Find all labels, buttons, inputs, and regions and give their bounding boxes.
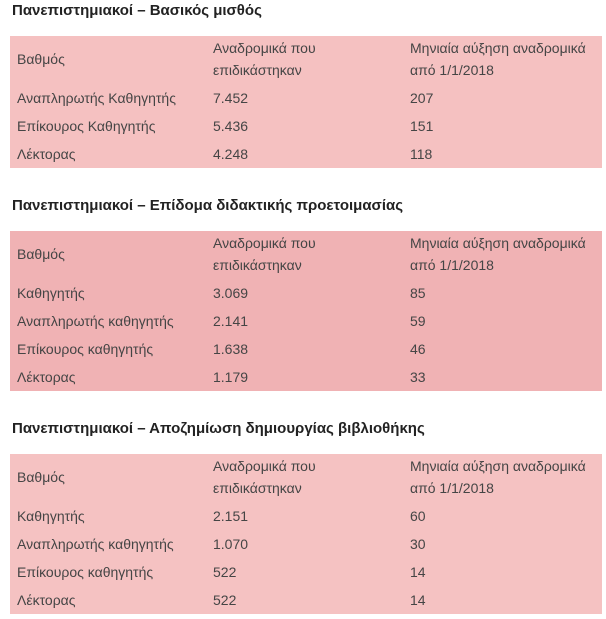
table-row [10,363,602,391]
salary-table [10,36,602,168]
header-arrears-line1: Αναδρομικά που [213,235,316,251]
table-header-row [10,36,602,84]
section-heading: Πανεπιστημιακοί – Επίδομα διδακτικής προετοιμασίας [12,197,404,214]
salary-table [10,454,602,614]
table-row [10,558,602,586]
header-arrears-line1: Αναδρομικά που [213,40,316,56]
cell-monthly-increase: 151 [410,118,434,134]
header-monthly-line2: από 1/1/2018 [410,62,494,78]
cell-grade: Λέκτορας [17,369,76,385]
cell-arrears: 1.638 [213,341,249,357]
header-monthly-line1: Μηνιαία αύξηση αναδρομικά [410,235,586,251]
table-header-row [10,454,602,502]
cell-grade: Καθηγητής [17,285,85,301]
cell-grade: Επίκουρος Καθηγητής [17,118,156,134]
table-row [10,84,602,112]
table-header-row [10,231,602,279]
cell-monthly-increase: 118 [410,146,433,162]
cell-grade: Λέκτορας [17,146,76,162]
header-monthly-increase [403,36,602,84]
header-monthly-line1: Μηνιαία αύξηση αναδρομικά [410,40,586,56]
table-row [10,279,602,307]
section-heading: Πανεπιστημιακοί – Βασικός μισθός [12,2,262,19]
cell-monthly-increase: 60 [410,508,426,524]
header-arrears [206,454,403,502]
cell-monthly-increase: 33 [410,369,426,385]
table-row [10,586,602,614]
header-monthly-increase [403,231,602,279]
section-heading: Πανεπιστημιακοί – Αποζημίωση δημιουργίας βιβλιοθήκης [12,420,425,437]
header-monthly-line2: από 1/1/2018 [410,257,494,273]
header-monthly-line1: Μηνιαία αύξηση αναδρομικά [410,458,586,474]
header-monthly-increase [403,454,602,502]
header-grade: Βαθμός [17,246,65,262]
table-row [10,530,602,558]
header-arrears [206,231,403,279]
cell-arrears: 2.141 [213,313,249,329]
cell-arrears: 4.248 [213,146,249,162]
salary-table [10,231,602,391]
cell-arrears: 5.436 [213,118,249,134]
cell-monthly-increase: 14 [410,592,426,608]
header-arrears-line2: επιδικάστηκαν [213,480,302,496]
header-arrears-line1: Αναδρομικά που [213,458,316,474]
header-monthly-line2: από 1/1/2018 [410,480,494,496]
cell-arrears: 522 [213,564,237,580]
cell-arrears: 522 [213,592,237,608]
header-arrears [206,36,403,84]
section-basic-salary [0,1,606,168]
header-arrears-line2: επιδικάστηκαν [213,257,302,273]
section-teaching-preparation-allowance [0,196,606,391]
header-grade: Βαθμός [17,469,65,485]
table-row [10,502,602,530]
cell-arrears: 7.452 [213,90,249,106]
cell-arrears: 3.069 [213,285,249,301]
header-grade: Βαθμός [17,51,65,67]
cell-grade: Αναπληρωτής καθηγητής [17,313,174,329]
cell-grade: Καθηγητής [17,508,85,524]
cell-monthly-increase: 46 [410,341,426,357]
cell-monthly-increase: 207 [410,90,434,106]
cell-arrears: 2.151 [213,508,249,524]
cell-grade: Λέκτορας [17,592,76,608]
cell-monthly-increase: 14 [410,564,426,580]
table-row [10,140,602,168]
cell-arrears: 1.179 [213,369,249,385]
cell-grade: Επίκουρος καθηγητής [17,564,154,580]
cell-monthly-increase: 30 [410,536,426,552]
section-library-creation-compensation [0,419,606,614]
cell-monthly-increase: 85 [410,285,426,301]
table-row [10,335,602,363]
cell-monthly-increase: 59 [410,313,426,329]
cell-grade: Αναπληρωτής Καθηγητής [17,90,176,106]
table-row [10,112,602,140]
cell-grade: Αναπληρωτής καθηγητής [17,536,174,552]
cell-arrears: 1.070 [213,536,249,552]
table-row [10,307,602,335]
cell-grade: Επίκουρος καθηγητής [17,341,154,357]
header-arrears-line2: επιδικάστηκαν [213,62,302,78]
